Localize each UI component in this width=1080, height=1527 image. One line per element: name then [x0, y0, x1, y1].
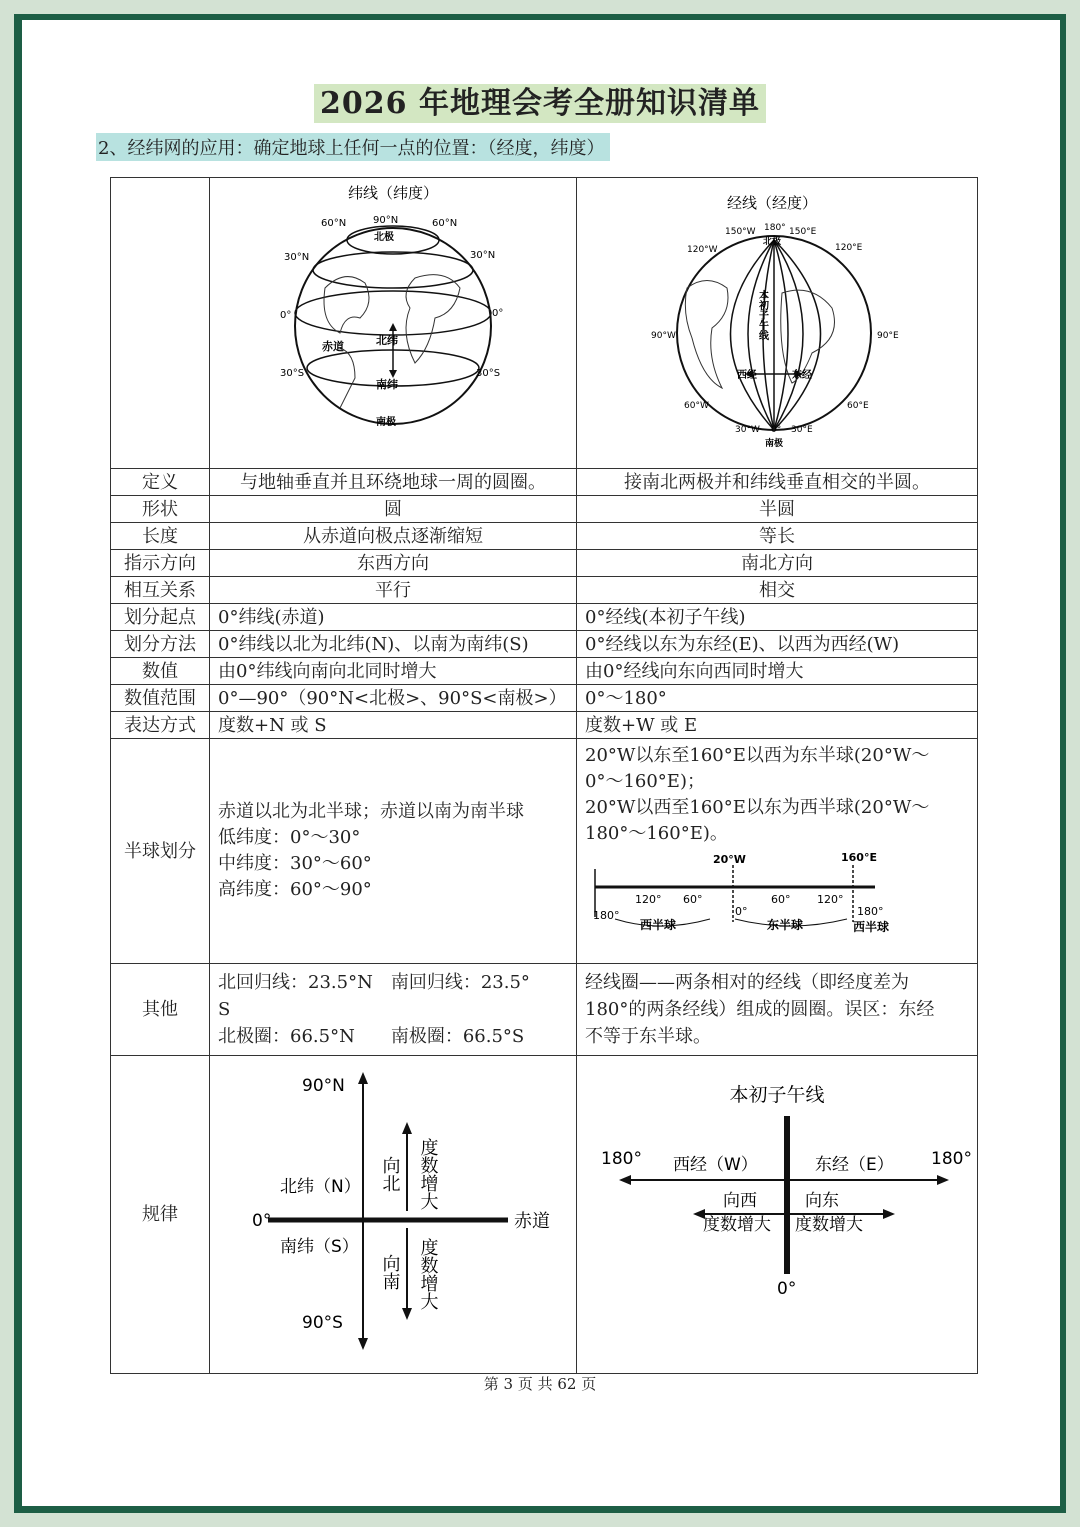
north-pole-degree: 90°N: [302, 1076, 345, 1096]
row-label: 其他: [111, 964, 210, 1056]
table-row: [111, 550, 978, 577]
south-latitude-label: 南纬（S）: [280, 1237, 359, 1257]
increase-label: 度数增大: [703, 1215, 771, 1235]
longitude-globe-caption: 经线（经度）: [726, 194, 818, 212]
text-line: 低纬度：0°～30°: [218, 827, 361, 848]
axis-tick: 60°: [771, 893, 791, 906]
latitude-cell: 0°纬线以北为北纬(N)、以南为南纬(S): [210, 631, 577, 658]
west-hemisphere-label: 西半球: [640, 918, 677, 932]
table-row: [111, 469, 978, 496]
increase-label: 度数增大: [417, 1238, 439, 1310]
lon-label: 150°E: [789, 227, 817, 237]
west-longitude-label: 西经: [737, 370, 757, 381]
lat-label: 30°S: [280, 368, 305, 379]
latitude-cell: 东西方向: [210, 550, 577, 577]
east-hemisphere-label: 东半球: [767, 918, 804, 932]
latitude-cell: 圆: [210, 496, 577, 523]
text-line: 赤道以北为北半球；赤道以南为南半球: [218, 801, 524, 822]
lat-label: 30°S: [476, 368, 501, 379]
north-latitude-label: 北纬（N）: [280, 1177, 361, 1197]
text-line: 20°W以东至160°E以西为东半球(20°W～: [585, 745, 930, 766]
lon-label: 60°E: [847, 401, 869, 411]
increase-label: 度数增大: [795, 1215, 863, 1235]
table-row: [111, 577, 978, 604]
east-longitude-label: 东经（E）: [815, 1155, 894, 1175]
row-label: 表达方式: [111, 712, 210, 739]
table-row: [111, 604, 978, 631]
latitude-cell: 与地轴垂直并且环绕地球一周的圆圈。: [210, 469, 577, 496]
lon-label: 120°W: [687, 245, 718, 255]
lon-label: 150°W: [725, 227, 756, 237]
other-lon-cell: [577, 964, 978, 1056]
prime-meridian-label: 本初子午线: [756, 290, 768, 340]
north-pole-label: 北极: [763, 237, 782, 247]
longitude-cell: 0°经线以东为东经(E)、以西为西经(W): [577, 631, 978, 658]
equator-label: 赤道: [322, 340, 344, 353]
latitude-cell: 从赤道向极点逐渐缩短: [210, 523, 577, 550]
zero-degree-label: 0°: [777, 1279, 797, 1299]
latitude-rule-diagram: [210, 1056, 576, 1366]
text-line: 高纬度：60°～90°: [218, 879, 372, 900]
row-label: 划分起点: [111, 604, 210, 631]
south-latitude-label: 南纬: [376, 378, 398, 391]
north-latitude-label: 北纬: [376, 334, 398, 347]
table-row: [111, 496, 978, 523]
hemisphere-lon-cell: [577, 739, 978, 964]
west-longitude-label: 西经（W）: [673, 1155, 758, 1175]
rule-lon-cell: [577, 1056, 978, 1374]
prime-meridian-title: 本初子午线: [729, 1084, 825, 1106]
latitude-globe-diagram: [210, 178, 576, 461]
table-row: [111, 712, 978, 739]
west-180-label: 180°: [601, 1149, 642, 1169]
latitude-cell: 由0°纬线向南向北同时增大: [210, 658, 577, 685]
table-row: [111, 523, 978, 550]
axis-tick: 60°: [683, 893, 703, 906]
north-pole-label: 北极: [374, 232, 394, 243]
longitude-cell: 度数+W 或 E: [577, 712, 978, 739]
globe-row: [111, 178, 978, 469]
southward-label: 向南: [379, 1254, 401, 1290]
latitude-cell: 平行: [210, 577, 577, 604]
longitude-rule-diagram: [577, 1056, 977, 1366]
text-line: 180°的两条经线）组成的圆圈。误区：东经: [585, 999, 935, 1020]
lon-label: 60°W: [684, 401, 709, 411]
table-row: [111, 685, 978, 712]
lat-label: 30°N: [470, 250, 496, 261]
longitude-cell: 相交: [577, 577, 978, 604]
other-row: [111, 964, 978, 1056]
text-line: 180°～160°E)。: [585, 823, 728, 844]
northward-label: 向北: [379, 1156, 401, 1192]
row-label: 数值: [111, 658, 210, 685]
text-line: 0°～160°E)；: [585, 771, 705, 792]
rule-row: [111, 1056, 978, 1374]
zero-degree-label: 0°: [252, 1211, 272, 1231]
longitude-cell: 0°～180°: [577, 685, 978, 712]
table-row: [111, 658, 978, 685]
page-footer: 第 3 页 共 62 页: [483, 1375, 597, 1393]
lat-label: 0°: [492, 308, 504, 319]
hemisphere-lat-cell: [210, 739, 577, 964]
text-line: 20°W以西至160°E以东为西半球(20°W～: [585, 797, 930, 818]
row-label: 形状: [111, 496, 210, 523]
text-line: 北回归线：23.5°N 南回归线：23.5°: [218, 972, 530, 993]
text-line: 经线圈——两条相对的经线（即经度差为: [585, 972, 909, 993]
text-line: S: [218, 999, 231, 1020]
longitude-cell: 等长: [577, 523, 978, 550]
row-label: 定义: [111, 469, 210, 496]
hemisphere-row: [111, 739, 978, 964]
row-label: 半球划分: [111, 739, 210, 964]
row-label: 数值范围: [111, 685, 210, 712]
lon-label: 30°E: [791, 425, 813, 435]
longitude-cell: 半圆: [577, 496, 978, 523]
axis-tick: 120°: [817, 893, 844, 906]
lon-label: 90°W: [651, 331, 676, 341]
east-180-label: 180°: [931, 1149, 972, 1169]
lat-label: 60°N: [321, 218, 347, 229]
text-line: 北极圈：66.5°N 南极圈：66.5°S: [218, 1026, 525, 1047]
axis-label: 20°W: [713, 853, 746, 866]
row-label: 长度: [111, 523, 210, 550]
equator-label: 赤道: [514, 1211, 550, 1232]
row-label: 规律: [111, 1056, 210, 1374]
longitude-cell: 0°经线(本初子午线): [577, 604, 978, 631]
section-subtitle: 2、经纬网的应用：确定地球上任何一点的位置：（经度，纬度）: [96, 133, 610, 161]
row-label: 相互关系: [111, 577, 210, 604]
lat-label: 30°N: [284, 252, 310, 263]
eastward-label: 向东: [805, 1191, 839, 1211]
south-pole-degree: 90°S: [302, 1313, 343, 1333]
latitude-cell: 度数+N 或 S: [210, 712, 577, 739]
latitude-cell: 0°纬线(赤道): [210, 604, 577, 631]
south-pole-label: 南极: [376, 417, 396, 428]
longitude-globe-diagram: [577, 178, 977, 461]
south-pole-label: 南极: [765, 439, 784, 449]
text-line: 不等于东半球。: [585, 1026, 711, 1047]
lon-label: 120°E: [835, 243, 863, 253]
lon-label: 30°W: [735, 425, 760, 435]
longitude-cell: 南北方向: [577, 550, 978, 577]
axis-label: 160°E: [841, 851, 877, 864]
westward-label: 向西: [723, 1191, 757, 1211]
text-line: 中纬度：30°～60°: [218, 853, 372, 874]
lon-label: 90°E: [877, 331, 899, 341]
lat-label: 0°: [280, 310, 292, 321]
axis-tick: 180°: [857, 905, 884, 918]
latitude-cell: 0°—90°（90°N<北极>、90°S<南极>）: [210, 685, 577, 712]
increase-label: 度数增大: [417, 1138, 439, 1210]
other-lat-cell: [210, 964, 577, 1056]
axis-tick: 180°: [593, 909, 620, 922]
rule-lat-cell: [210, 1056, 577, 1374]
longitude-cell: 接南北两极并和纬线垂直相交的半圆。: [577, 469, 978, 496]
axis-tick: 120°: [635, 893, 662, 906]
east-longitude-label: 东经: [792, 370, 812, 381]
latitude-globe-caption: 纬线（纬度）: [347, 184, 439, 202]
table-row: [111, 631, 978, 658]
page-title: [0, 78, 1080, 122]
longitude-globe-cell: [577, 178, 978, 469]
hemisphere-axis-diagram: [585, 847, 890, 942]
longitude-cell: 由0°经线向东向西同时增大: [577, 658, 978, 685]
lat-label: 90°N: [373, 215, 399, 226]
knowledge-table: [110, 177, 978, 1374]
latitude-globe-cell: [210, 178, 577, 469]
lon-label: 0°: [771, 425, 782, 435]
west-hemisphere-label: 西半球: [853, 920, 890, 934]
row-label: 指示方向: [111, 550, 210, 577]
lat-label: 60°N: [432, 218, 458, 229]
axis-tick: 0°: [735, 905, 748, 918]
title-text: 2026 年地理会考全册知识清单: [314, 84, 766, 123]
row-label: 划分方法: [111, 631, 210, 658]
lon-label: 180°: [764, 223, 786, 233]
